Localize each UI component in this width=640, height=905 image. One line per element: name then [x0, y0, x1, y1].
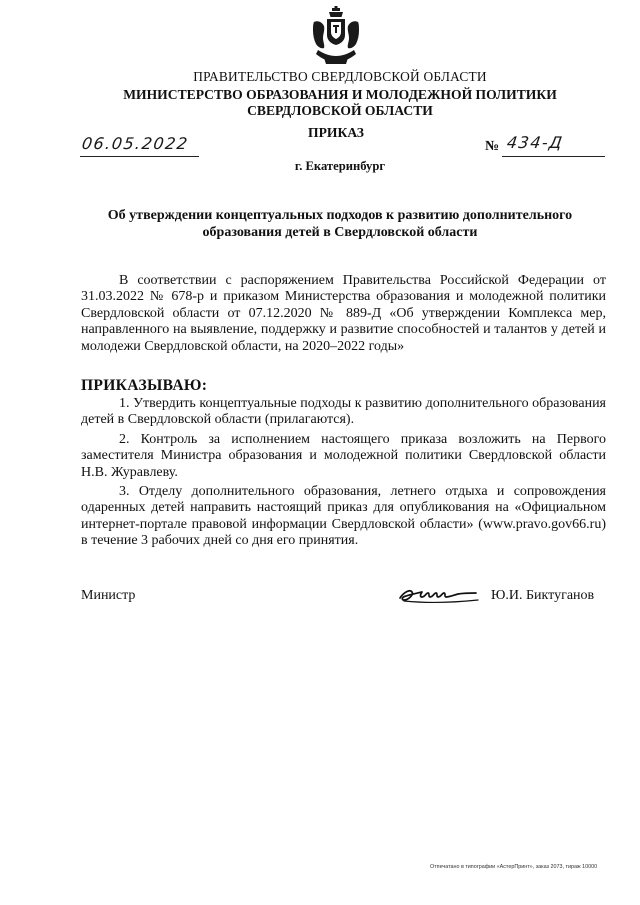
print-note: Отпечатано в типографии «АстерПринт», заказ 2073, тираж 10000: [430, 864, 598, 870]
order-subject: Об утверждении концептуальных подходов к развитию дополнительного образования детей в Свердловской области: [107, 208, 573, 240]
minister-name: Ю.И. Биктуганов: [491, 588, 595, 603]
order-number: 434-Д: [505, 133, 565, 152]
ministry-name: [20, 87, 640, 119]
order-item-3: 3. Отделу дополнительного образования, летнего отдыха и сопровождения одаренных детей направить настоящий приказ для опубликования на «Официальном интернет-портале правовой информации Свердловской области» (www.pravo.gov66.ru) в течение 3 рабочих дней со дня его принятия.: [81, 484, 606, 549]
coat-of-arms-icon: [310, 6, 362, 68]
minister-title: Министр: [81, 588, 136, 603]
ministry-name-line1: МИНИСТЕРСТВО ОБРАЗОВАНИЯ И МОЛОДЕЖНОЙ ПОЛИТИКИ: [123, 87, 557, 102]
preamble-paragraph: В соответствии с распоряжением Правительства Российской Федерации от 31.03.2022 № 678-р и приказом Министерства образования и молодежной политики Свердловской области от 07.12.2020 № 889-Д «Об утверждении Комплекса мер, направленного на выявление, поддержку и развитие способностей и талантов у детей и молодежи Свердловской области, на 2020–2022 годы»: [81, 273, 606, 354]
government-name: ПРАВИТЕЛЬСТВО СВЕРДЛОВСКОЙ ОБЛАСТИ: [193, 69, 487, 84]
ministry-name-line2: СВЕРДЛОВСКОЙ ОБЛАСТИ: [247, 103, 433, 118]
order-date: 06.05.2022: [80, 134, 190, 153]
order-item-2: 2. Контроль за исполнением настоящего приказа возложить на Первого заместителя Министра образования и молодежной политики Свердловской области Н.В. Журавлеву.: [81, 432, 606, 480]
number-label: №: [485, 139, 500, 154]
decree-word: ПРИКАЗЫВАЮ:: [81, 377, 208, 394]
city: г. Екатеринбург: [294, 159, 386, 173]
order-item-1: 1. Утвердить концептуальные подходы к развитию дополнительного образования детей в Свердловской области (прилагаются).: [81, 396, 606, 428]
document-type: ПРИКАЗ: [308, 125, 364, 140]
handwritten-signature-icon: [398, 584, 483, 606]
